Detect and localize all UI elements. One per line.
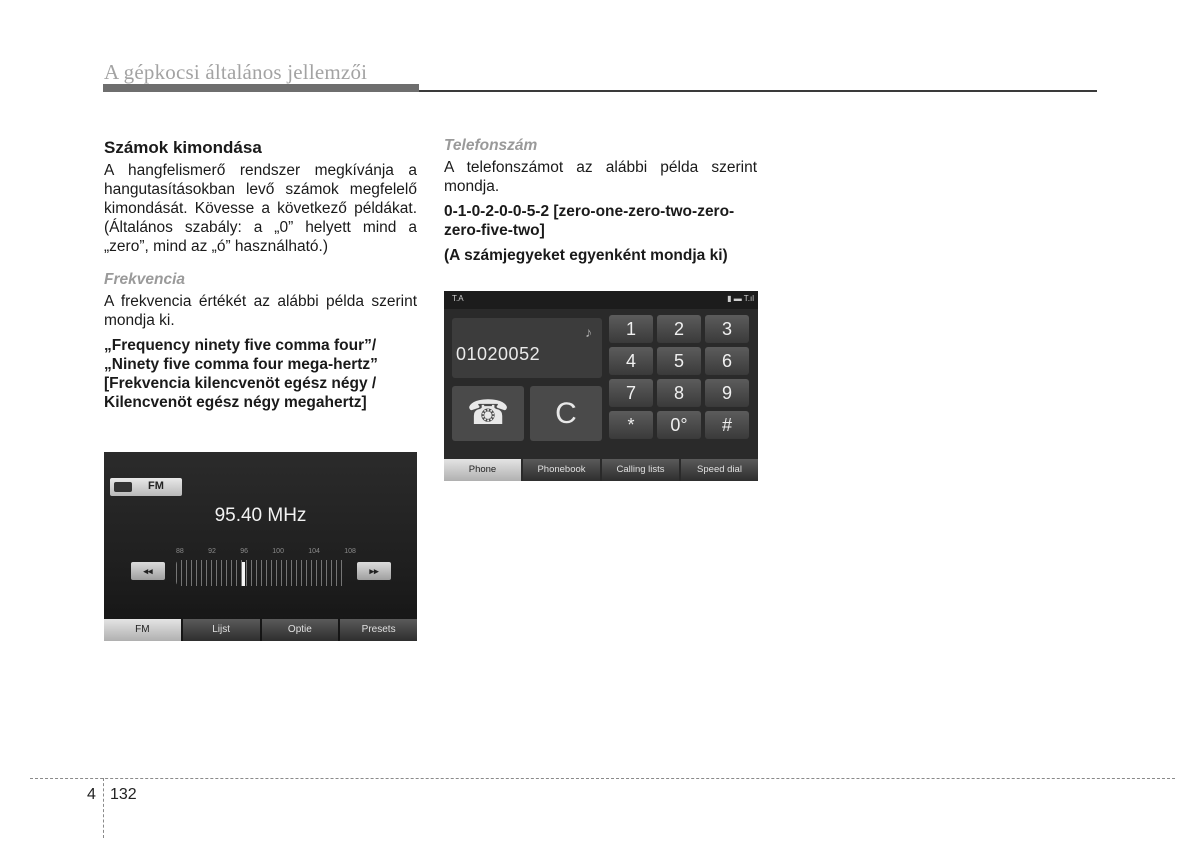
radio-tab: Lijst [183, 619, 260, 641]
radio-screen-image [104, 452, 417, 641]
phone-tab-bar [444, 459, 758, 481]
scale-label: 108 [344, 548, 356, 555]
page-number: 132 [110, 786, 137, 803]
dialed-number: 01020052 [456, 344, 541, 364]
phone-example-note: (A számjegyeket egyenként mondja ki) [444, 247, 728, 264]
keypad-key: 7 [609, 379, 653, 407]
frequency-example-line: „Ninety five comma four mega-hertz” [104, 356, 378, 373]
keypad-key: * [609, 411, 653, 439]
frequency-display: 95.40 MHz [214, 505, 307, 526]
radio-icon [114, 482, 132, 492]
left-column [104, 138, 417, 412]
keypad-key: 8 [657, 379, 701, 407]
dialed-number-box [452, 318, 602, 378]
scale-label: 96 [240, 548, 248, 555]
status-ta-label: T.A [452, 294, 464, 303]
scale-label: 104 [308, 548, 320, 555]
phone-tab: Phone [444, 459, 521, 481]
frequency-subheading: Frekvencia [104, 271, 185, 288]
frequency-example-line: „Frequency ninety five comma four”/ [104, 337, 377, 354]
phone-tab: Calling lists [602, 459, 679, 481]
keypad-key: 2 [657, 315, 701, 343]
keypad-key: # [705, 411, 749, 439]
fm-band-chip [110, 478, 182, 496]
keypad-key: 9 [705, 379, 749, 407]
section-heading: Számok kimondása [104, 138, 262, 157]
header-rule-thick [103, 84, 419, 92]
seek-back-icon: ◂◂ [131, 562, 165, 580]
voice-icon: ♪ [585, 324, 592, 340]
frequency-example-line: [Frekvencia kilencvenöt egész négy / [104, 375, 377, 392]
call-icon: ☎ [452, 386, 524, 441]
keypad-key: 3 [705, 315, 749, 343]
radio-tab: Presets [340, 619, 417, 641]
status-icons: ▮ ▬ T.ıl [727, 294, 754, 303]
phone-number-subheading: Telefonszám [444, 137, 538, 154]
frequency-scale [176, 548, 356, 555]
page-header-title: A gépkocsi általános jellemzői [104, 60, 368, 84]
clear-button-label: C [530, 386, 602, 441]
keypad-key: 1 [609, 315, 653, 343]
seek-forward-icon: ▸▸ [357, 562, 391, 580]
tuning-needle [242, 562, 245, 586]
scale-label: 100 [272, 548, 284, 555]
phone-tab: Speed dial [681, 459, 758, 481]
keypad [609, 315, 753, 439]
footer-divider [103, 778, 104, 838]
chapter-number: 4 [87, 786, 96, 803]
tuning-dial [176, 560, 346, 586]
keypad-key: 0° [657, 411, 701, 439]
frequency-example-line: Kilencvenöt egész négy megahertz] [104, 394, 367, 411]
phone-number-paragraph: A telefonszámot az alábbi példa szerint mondja. [444, 159, 757, 195]
middle-column [444, 136, 757, 265]
header-rule-thin [419, 90, 1097, 92]
phone-tab: Phonebook [523, 459, 600, 481]
intro-paragraph: A hangfelismerő rendszer megkívánja a hangutasításokban levő számok megfelelő kimondását. Kövesse a következő példákat. (Általános szabály: a „0” helyett mind a „zero”, mind az „ó” használható.) [104, 162, 417, 255]
fm-chip-label: FM [148, 480, 164, 492]
radio-tab-bar [104, 619, 417, 641]
keypad-key: 4 [609, 347, 653, 375]
phone-example-digits: 0-1-0-2-0-0-5-2 [zero-one-zero-two-zero-zero-five-two] [444, 203, 735, 239]
keypad-key: 5 [657, 347, 701, 375]
scale-label: 88 [176, 548, 184, 555]
radio-tab: Optie [262, 619, 339, 641]
status-bar [444, 291, 758, 309]
phone-screen-image [444, 291, 758, 481]
radio-tab: FM [104, 619, 181, 641]
keypad-key: 6 [705, 347, 749, 375]
scale-label: 92 [208, 548, 216, 555]
footer-rule [30, 778, 1175, 779]
frequency-paragraph: A frekvencia értékét az alábbi példa szerint mondja ki. [104, 293, 417, 329]
